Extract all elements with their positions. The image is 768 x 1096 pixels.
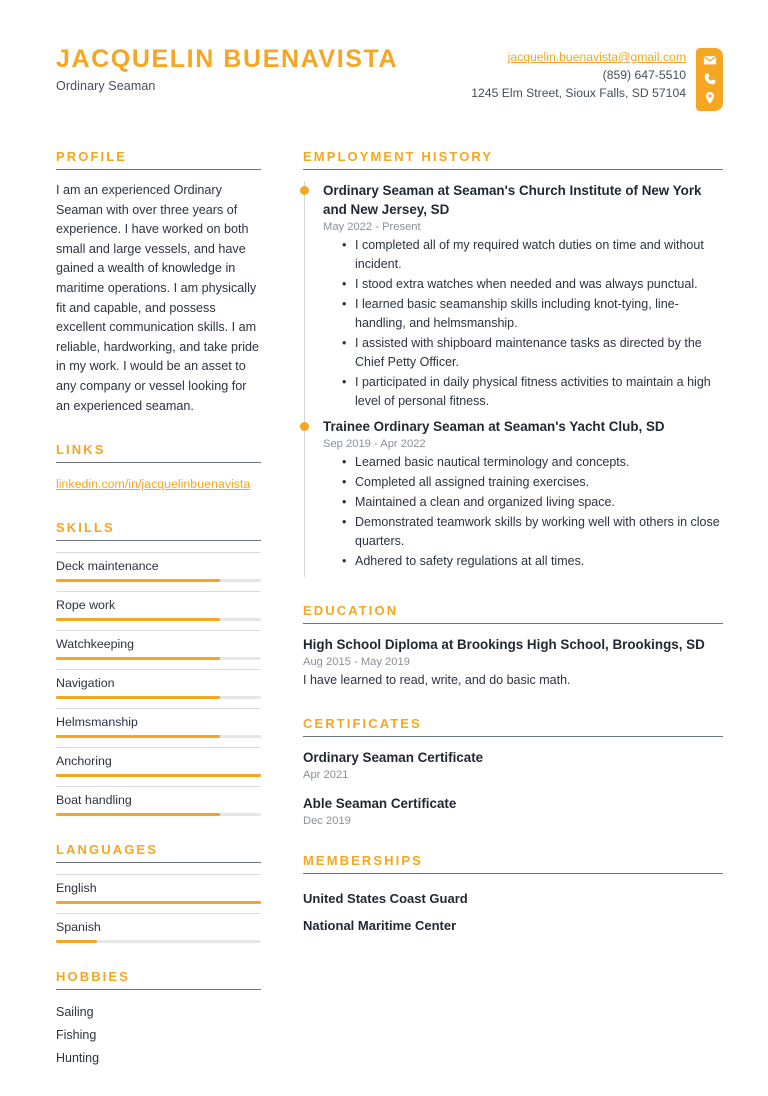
employment-bullet-list bbox=[323, 453, 723, 571]
section-heading-hobbies: HOBBIES bbox=[56, 969, 130, 985]
employment-bullet: • I participated in daily physical fitness activities to maintain a high level of personal fitness. bbox=[353, 373, 723, 411]
language-bar-fill bbox=[56, 940, 97, 943]
section-education bbox=[303, 603, 723, 690]
identity-block bbox=[56, 45, 398, 93]
education-title: High School Diploma at Brookings High School, Brookings, SD bbox=[303, 637, 705, 652]
section-links bbox=[56, 442, 261, 494]
employment-title: Trainee Ordinary Seaman at Seaman's Yacht Club, SD bbox=[323, 419, 665, 434]
left-column bbox=[56, 149, 261, 1096]
employment-bullet: • I stood extra watches when needed and was always punctual. bbox=[353, 275, 723, 294]
employment-bullet-list bbox=[323, 236, 723, 411]
skill-bar-fill bbox=[56, 657, 220, 660]
education-description: I have learned to read, write, and do basic math. bbox=[303, 673, 571, 687]
skill-bar-track bbox=[56, 813, 261, 816]
skill-item bbox=[56, 708, 261, 738]
employment-bullet: • I assisted with shipboard maintenance tasks as directed by the Chief Petty Officer. bbox=[353, 334, 723, 372]
contact-block bbox=[471, 48, 723, 111]
certificate-entry bbox=[303, 748, 723, 781]
skill-bar-track bbox=[56, 696, 261, 699]
membership-item: National Maritime Center bbox=[303, 918, 457, 933]
phone-icon bbox=[703, 72, 717, 86]
skill-label: Watchkeeping bbox=[56, 637, 135, 652]
skill-label: Rope work bbox=[56, 598, 116, 613]
skill-bar-fill bbox=[56, 735, 220, 738]
skill-bar-fill bbox=[56, 579, 220, 582]
section-divider bbox=[303, 623, 723, 624]
skill-bar-fill bbox=[56, 813, 220, 816]
section-heading-memberships: MEMBERSHIPS bbox=[303, 853, 423, 868]
section-employment-history bbox=[303, 149, 723, 577]
employment-bullet: • Learned basic nautical terminology and concepts. bbox=[353, 453, 723, 472]
skill-bar-track bbox=[56, 735, 261, 738]
certificate-entry bbox=[303, 794, 723, 827]
skill-label: Deck maintenance bbox=[56, 559, 159, 574]
skill-item bbox=[56, 591, 261, 621]
hobby-item: Sailing bbox=[56, 1005, 94, 1020]
section-hobbies bbox=[56, 969, 261, 1070]
skill-item bbox=[56, 786, 261, 816]
section-heading-education: EDUCATION bbox=[303, 603, 399, 618]
contact-address: 1245 Elm Street, Sioux Falls, SD 57104 bbox=[471, 86, 686, 100]
education-entry bbox=[303, 635, 723, 690]
skill-item bbox=[56, 669, 261, 699]
section-heading-profile: PROFILE bbox=[56, 149, 128, 164]
employment-bullet: • Demonstrated teamwork skills by working well with others in close quarters. bbox=[353, 513, 723, 551]
language-bar-track bbox=[56, 940, 261, 943]
contact-icon-rail bbox=[696, 48, 723, 111]
section-divider bbox=[56, 862, 261, 863]
section-heading-employment: EMPLOYMENT HISTORY bbox=[303, 149, 494, 164]
contact-email[interactable]: jacquelin.buenavista@gmail.com bbox=[507, 50, 686, 64]
certificate-title: Able Seaman Certificate bbox=[303, 796, 457, 811]
hobby-item: Fishing bbox=[56, 1028, 97, 1043]
employment-bullet: • Adhered to safety regulations at all times. bbox=[353, 552, 723, 571]
section-divider bbox=[56, 540, 261, 541]
skill-bar-track bbox=[56, 618, 261, 621]
link-item[interactable]: linkedin.com/in/jacquelinbuenavista bbox=[56, 477, 251, 492]
timeline-dot-icon bbox=[300, 186, 309, 195]
section-divider bbox=[56, 462, 261, 463]
skill-bar-fill bbox=[56, 774, 261, 777]
employment-bullet: • I completed all of my required watch duties on time and without incident. bbox=[353, 236, 723, 274]
skill-item bbox=[56, 552, 261, 582]
skill-bar-track bbox=[56, 657, 261, 660]
employment-bullet: • Completed all assigned training exercises. bbox=[353, 473, 723, 492]
location-pin-icon bbox=[703, 91, 717, 105]
employment-date: May 2022 - Present bbox=[323, 221, 421, 233]
resume-columns bbox=[56, 149, 723, 1096]
section-skills bbox=[56, 520, 261, 816]
language-label: Spanish bbox=[56, 920, 101, 935]
certificate-date: Apr 2021 bbox=[303, 769, 349, 781]
section-memberships bbox=[303, 853, 723, 939]
skill-label: Boat handling bbox=[56, 793, 132, 808]
education-date: Aug 2015 - May 2019 bbox=[303, 656, 410, 668]
employment-title: Ordinary Seaman at Seaman's Church Institute of New York and New Jersey, SD bbox=[323, 183, 702, 217]
section-heading-certificates: CERTIFICATES bbox=[303, 716, 422, 731]
skill-item bbox=[56, 747, 261, 777]
employment-bullet: • Maintained a clean and organized living space. bbox=[353, 493, 723, 512]
contact-phone: (859) 647-5510 bbox=[602, 68, 686, 82]
skill-label: Helmsmanship bbox=[56, 715, 138, 730]
skill-label: Navigation bbox=[56, 676, 115, 691]
employment-bullet: • I learned basic seamanship skills including knot-tying, line-handling, and helmsmanship. bbox=[353, 295, 723, 333]
section-heading-skills: SKILLS bbox=[56, 520, 115, 536]
section-divider bbox=[303, 169, 723, 170]
skill-bar-track bbox=[56, 774, 261, 777]
skill-item bbox=[56, 630, 261, 660]
language-bar-track bbox=[56, 901, 261, 904]
section-divider bbox=[303, 736, 723, 737]
hobby-item: Hunting bbox=[56, 1051, 100, 1066]
section-profile bbox=[56, 149, 261, 416]
candidate-name: JACQUELIN BUENAVISTA bbox=[56, 45, 399, 73]
language-bar-fill bbox=[56, 901, 261, 904]
language-item bbox=[56, 874, 261, 904]
skill-bar-track bbox=[56, 579, 261, 582]
membership-item: United States Coast Guard bbox=[303, 891, 468, 906]
skill-bar-fill bbox=[56, 696, 220, 699]
employment-entry bbox=[323, 417, 723, 577]
employment-entry bbox=[323, 181, 723, 417]
timeline-dot-icon bbox=[300, 422, 309, 431]
certificate-date: Dec 2019 bbox=[303, 815, 351, 827]
section-heading-languages: LANGUAGES bbox=[56, 842, 158, 858]
section-heading-links: LINKS bbox=[56, 442, 106, 458]
resume-header bbox=[56, 45, 723, 123]
contact-lines bbox=[471, 48, 696, 102]
skill-label: Anchoring bbox=[56, 754, 112, 769]
language-label: English bbox=[56, 881, 97, 896]
section-divider bbox=[56, 169, 261, 170]
candidate-job-title: Ordinary Seaman bbox=[56, 78, 156, 93]
certificate-title: Ordinary Seaman Certificate bbox=[303, 750, 484, 765]
skill-bar-fill bbox=[56, 618, 220, 621]
language-item bbox=[56, 913, 261, 943]
employment-timeline bbox=[304, 181, 723, 577]
envelope-icon bbox=[703, 53, 717, 67]
profile-text: I am an experienced Ordinary Seaman with over three years of experience. I have worked on both small and large vessels, and have gained a wealth of knowledge in maritime operations. I am physically fit and capable, and possess excellent communication skills. I am reliable, hardworking, and take pride in my work. I would be an asset to any company or vessel looking for an experienced seaman. bbox=[56, 183, 260, 413]
employment-date: Sep 2019 - Apr 2022 bbox=[323, 438, 426, 450]
section-languages bbox=[56, 842, 261, 943]
right-column bbox=[303, 149, 723, 1096]
section-divider bbox=[303, 873, 723, 874]
section-divider bbox=[56, 989, 261, 990]
section-certificates bbox=[303, 716, 723, 827]
